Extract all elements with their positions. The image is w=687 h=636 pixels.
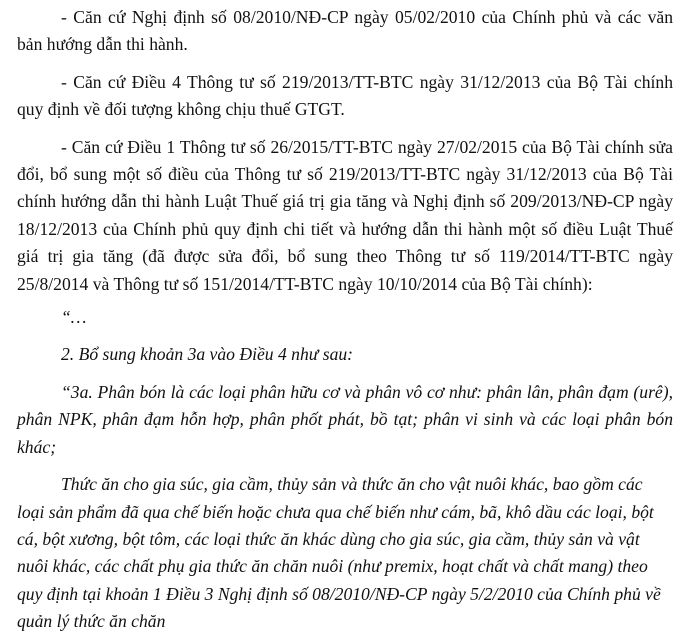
paragraph-amendment-heading: 2. Bổ sung khoản 3a vào Điều 4 như sau:: [61, 344, 354, 365]
paragraph-fertilizer-definition: “3a. Phân bón là các loại phân hữu cơ và phân vô cơ như: phân lân, phân đạm (urê), phân NPK, phân đạm hỗn hợp, phân phốt phát, bồ tạt; phân vi sinh và các loại phân bón khác;: [17, 381, 673, 457]
paragraph-legal-basis-circular-219: - Căn cứ Điều 4 Thông tư số 219/2013/TT-BTC ngày 31/12/2013 của Bộ Tài chính quy định về đối tượng không chịu thuế GTGT.: [17, 71, 673, 120]
paragraph-legal-basis-circular-26: - Căn cứ Điều 1 Thông tư số 26/2015/TT-BTC ngày 27/02/2015 của Bộ Tài chính sửa đổi, bổ sung một số điều của Thông tư số 219/2013/TT-BTC ngày 31/12/2013 của Bộ Tài chính hướng dẫn thi hành Luật Thuế giá trị gia tăng và Nghị định số 209/2013/NĐ-CP ngày 18/12/2013 của Chính phủ quy định chi tiết và hướng dẫn thi hành một số điều Luật Thuế giá trị gia tăng (đã được sửa đổi, bổ sung theo Thông tư số 119/2014/TT-BTC ngày 25/8/2014 và Thông tư số 151/2014/TT-BTC ngày 10/10/2014 của Bộ Tài chính):: [17, 136, 673, 294]
paragraph-quote-open: “…: [61, 307, 87, 328]
paragraph-legal-basis-decree: - Căn cứ Nghị định số 08/2010/NĐ-CP ngày 05/02/2010 của Chính phủ và các văn bản hướng dẫn thi hành.: [17, 7, 673, 55]
paragraph-animal-feed-definition: Thức ăn cho gia súc, gia cầm, thủy sản và thức ăn cho vật nuôi khác, bao gồm các loại sản phẩm đã qua chế biến hoặc chưa qua chế biến như cám, bã, khô dầu các loại, bột cá, bột xương, bột tôm, các loại thức ăn khác dùng cho gia súc, gia cầm, thủy sản và vật nuôi khác, các chất phụ gia thức ăn chăn nuôi (như premix, hoạt chất và chất mang) theo quy định tại khoản 1 Điều 3 Nghị định số 08/2010/NĐ-CP ngày 5/2/2010 của Chính phủ về quản lý thức ăn chăn: [17, 474, 661, 632]
